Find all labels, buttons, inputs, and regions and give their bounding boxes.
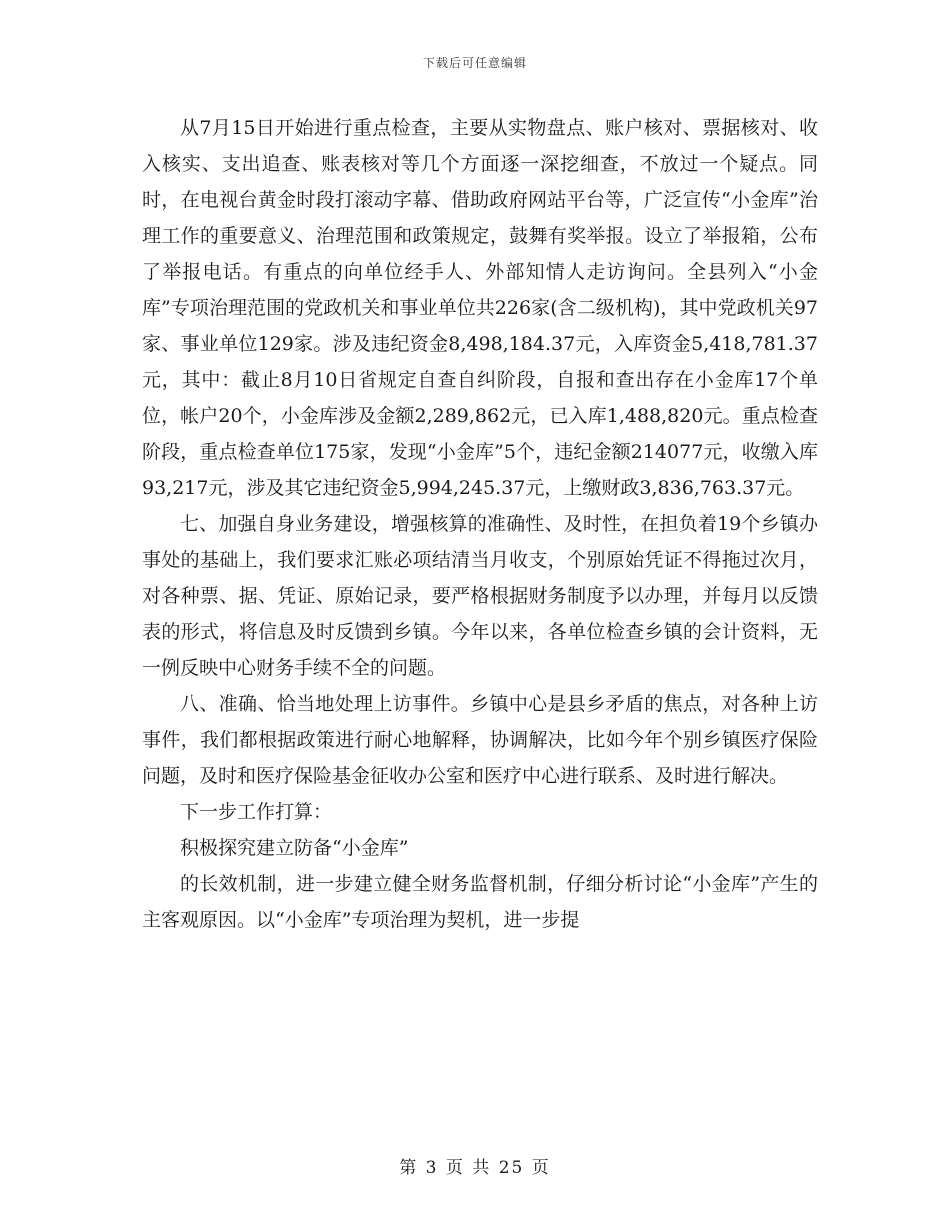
paragraph-section-eight: 八、准确、恰当地处理上访事件。乡镇中心是县乡矛盾的焦点，对各种上访事件，我们都根据政策进行耐心地解释，协调解决，比如今年个别乡镇医疗保险问题，及时和医疗保险基金征收办公室和医疗中心进行联系、及时进行解决。 [142, 693, 818, 787]
header-note: 下载后可任意编辑 [422, 56, 527, 70]
document-body [142, 110, 818, 938]
paragraph-next-steps-intro: 积极探究建立防备“小金库” [180, 837, 409, 859]
page-number-footer: 第 3 页 共 25 页 [399, 1158, 551, 1178]
paragraph-section-seven: 七、加强自身业务建设，增强核算的准确性、及时性，在担负着19个乡镇办事处的基础上，我们要求汇账必项结清当月收支，个别原始凭证不得拖过次月，对各种票、据、凭证、原始记录，要严格根据财务制度予以办理，并每月以反馈表的形式，将信息及时反馈到乡镇。今年以来，各单位检查乡镇的会计资料，无一例反映中心财务手续不全的问题。 [142, 513, 818, 679]
paragraph-inspection: 从7月15日开始进行重点检查，主要从实物盘点、账户核对、票据核对、收入核实、支出追查、账表核对等几个方面逐一深挖细查，不放过一个疑点。同时，在电视台黄金时段打滚动字幕、借助政府网站平台等，广泛宣传“小金库”治理工作的重要意义、治理范围和政策规定，鼓舞有奖举报。设立了举报箱，公布了举报电话。有重点的向单位经手人、外部知情人走访询问。全县列入“小金库”专项治理范围的党政机关和事业单位共226家(含二级机构)，其中党政机关97家、事业单位129家。涉及违纪资金8,498,184.37元，入库资金5,418,781.37元，其中：截止8月10日省规定自查自纠阶段，自报和查出存在小金库17个单位，帐户20个，小金库涉及金额2,289,862元，已入库1,488,820元。重点检查阶段，重点检查单位175家，发现“小金库”5个，违纪金额214077元，收缴入库93,217元，涉及其它违纪资金5,994,245.37元，上缴财政3,836,763.37元。 [142, 117, 818, 499]
paragraph-next-steps-heading: 下一步工作打算： [180, 801, 333, 823]
paragraph-next-steps-body: 的长效机制，进一步建立健全财务监督机制，仔细分析讨论“小金库”产生的主客观原因。以“小金库”专项治理为契机，进一步提 [142, 873, 818, 931]
